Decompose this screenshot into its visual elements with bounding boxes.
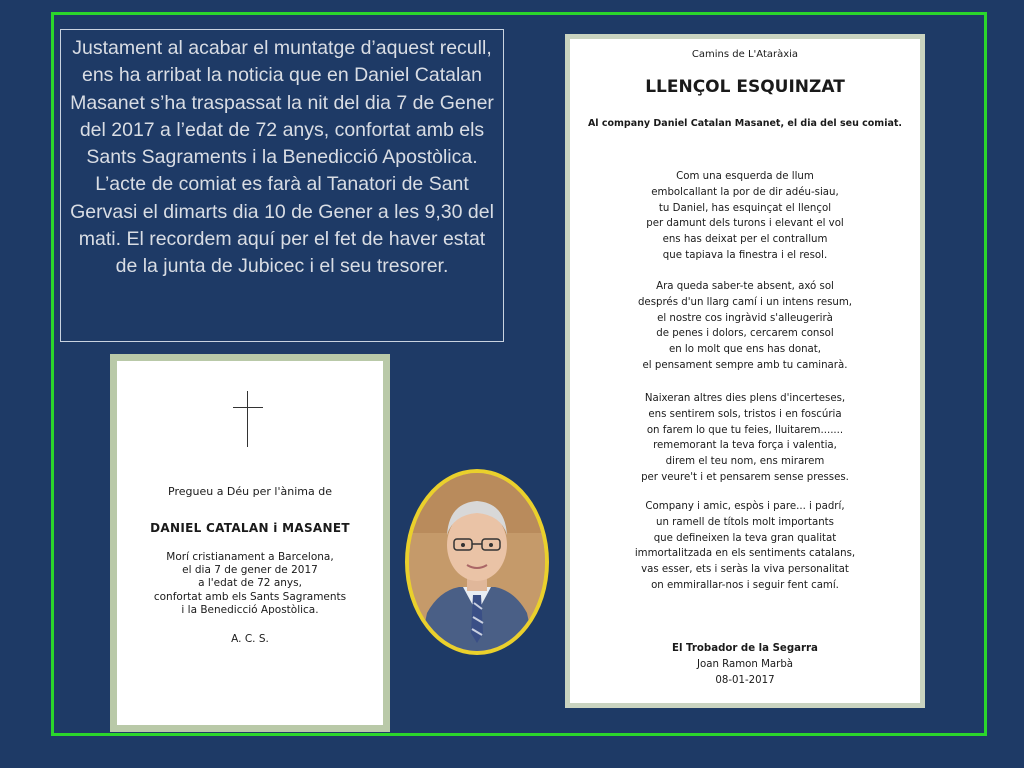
cross-icon [233, 391, 263, 447]
poem-dedication: Al company Daniel Catalan Masanet, el dia del seu comiat. [587, 118, 903, 129]
card-line: Morí cristianament a Barcelona, [166, 551, 334, 563]
poem-line: vas esser, ets i seràs la viva personalitat [641, 564, 849, 576]
poem-stanza [570, 391, 920, 486]
poem-stanza [570, 169, 920, 264]
portrait-photo [405, 469, 549, 655]
poem-line: tu Daniel, has esquinçat el llençol [658, 202, 832, 214]
poem-line: que tapiava la finestra i el resol. [662, 249, 828, 261]
poem-line: Naixeran altres dies plens d'incerteses, [644, 393, 846, 404]
card-line: confortat amb els Sants Sagraments [153, 590, 347, 603]
signature-date: 08-01-2017 [715, 674, 775, 686]
poem-line: on emmirallar-nos i seguir fent camí. [651, 579, 839, 591]
card-line: i la Benedicció Apostòlica. [181, 603, 319, 616]
poem-line: on farem lo que tu feies, lluitarem....... [646, 424, 844, 436]
poem-line: direm el teu nom, ens mirarem [665, 456, 825, 468]
card-deceased-name: DANIEL CATALAN i MASANET [150, 521, 350, 535]
card-line: a l'edat de 72 anys, [198, 577, 302, 590]
poem-page [565, 34, 925, 708]
memorial-card [110, 354, 390, 732]
poem-line: el nostre cos ingràvid s'alleugerirà [657, 312, 833, 324]
poem-line: rememorant la teva força i valentia, [653, 440, 837, 452]
poem-line: en lo molt que ens has donat, [668, 344, 822, 356]
poem-stanza [570, 279, 920, 374]
poem-line: embolcallant la por de dir adéu-siau, [651, 186, 839, 198]
signature-org: El Trobador de la Segarra [672, 643, 818, 654]
poem-line: Ara queda saber-te absent, axó sol [656, 281, 834, 292]
poem-line: Company i amic, espòs i pare... i padrí, [645, 501, 845, 512]
poem-line: ens has deixat per el contrallum [662, 234, 828, 246]
poem-line: Com una esquerda de llum [676, 171, 814, 182]
poem-title: LLENÇOL ESQUINZAT [645, 77, 845, 97]
signature-author: Joan Ramon Marbà [696, 658, 794, 670]
poem-line: de penes i dolors, cercarem consol [656, 328, 834, 340]
intro-text: Justament al acabar el muntatge d’aquest recull, ens ha arribat la noticia que en Daniel Catalan Masanet s’ha traspassat la nit del dia 7 de Gener del 2017 a l’edat de 72 anys, confortat amb els Sants Sagraments i la Benedicció Apostòlica. L’acte de comiat es farà al Tanatori de Sant Gervasi el dimarts dia 10 de Gener a les 9,30 del mati. El recordem aquí per el fet de haver estat de la junta de Jubicec i el seu tresorer. [60, 29, 504, 342]
poem-line: el pensament sempre amb tu caminarà. [642, 359, 848, 371]
card-body [117, 551, 383, 617]
poem-line: per veure't i et pensarem sense presses. [641, 471, 849, 483]
poem-line: després d'un llarg camí i un intens resum, [637, 296, 853, 308]
poem-line: per damunt dels turons i elevant el vol [646, 218, 844, 230]
poem-line: ens sentirem sols, tristos i en foscúria [648, 408, 842, 420]
card-prayer-line: Pregueu a Déu per l'ànima de [168, 485, 332, 498]
poem-line: un ramell de títols molt importants [656, 516, 834, 528]
poem-line: que defineixen la teva gran qualitat [653, 532, 837, 544]
card-acs: A. C. S. [231, 633, 269, 645]
card-line: el dia 7 de gener de 2017 [182, 564, 318, 577]
poem-stanza [570, 499, 920, 594]
poem-line: immortalitzada en els sentiments catalans, [634, 548, 856, 560]
poem-series: Camins de L'Ataràxia [691, 49, 799, 60]
poem-signature [570, 641, 920, 688]
